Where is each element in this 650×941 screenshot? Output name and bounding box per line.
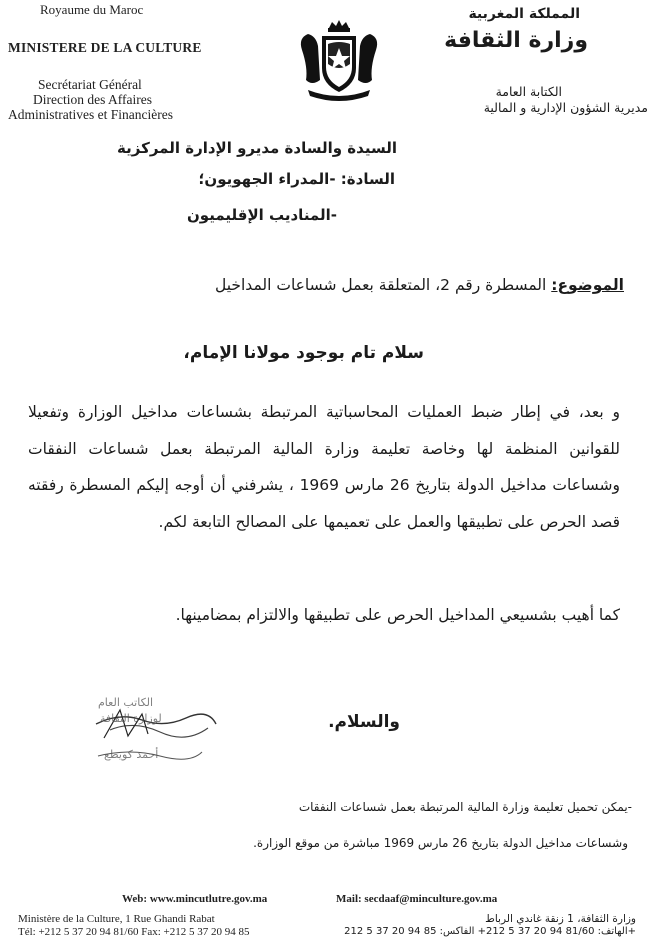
addressee-line-2: السادة: -المدراء الجهويون؛ (198, 170, 395, 188)
header-secretariat-fr: Secrétariat Général (38, 77, 142, 92)
footer-web (122, 893, 267, 905)
header-secretariat-ar: الكتابة العامة (495, 84, 562, 99)
footer-address-ar: وزارة الثقافة، 1 زنقة غاندي الرباط (485, 913, 636, 925)
closing: والسلام. (328, 712, 400, 732)
header-direction-fr-1: Direction des Affaires (33, 92, 152, 107)
stamp-title-1: الكاتب العام (98, 696, 154, 709)
header-direction-ar: مديرية الشؤون الإدارية و المالية (483, 100, 648, 115)
footer-phones-ar: الهاتف: 81/60 94 20 37 5 212+ الفاكس: 85 94 20 37 5 212+ (344, 926, 636, 937)
body-paragraph-1: و بعد، في إطار ضبط العمليات المحاسباتية المرتبطة بشساعات مداخيل الوزارة وتفعيلا للقوانين المنظمة لها وخاصة تعليمة وزارة المالية المرتبطة بعمل شساعات النفقات وشساعات مداخيل الدولة بتاريخ 26 مارس 1969 ، يشرفني أن أوجه إليكم المسطرة رفقته قصد الحرص على تطبيقها والعمل على تعميمها على المصالح التابعة لكم. (28, 403, 620, 531)
stamp-title-2: لوزارة الثقافة (100, 712, 162, 725)
greeting: سلام تام بوجود مولانا الإمام، (183, 343, 424, 363)
footer-phones-fr: Tél: +212 5 37 20 94 81/60 Fax: +212 5 37 20 94 85 (18, 926, 250, 938)
body-paragraph-2: كما أهيب بشسيعي المداخيل الحرص على تطبيقها والالتزام بمضامينها. (175, 606, 620, 624)
header-ministry-ar: وزارة الثقافة (444, 28, 588, 53)
subject-text: المسطرة رقم 2، المتعلقة بعمل شساعات المداخيل (215, 276, 547, 294)
addressee-line-1: السيدة والسادة مديرو الإدارة المركزية (117, 139, 397, 157)
addressee-line-3: -المناديب الإقليميون (186, 206, 337, 224)
footer-mail-label: Mail: (336, 893, 362, 905)
royal-coat-of-arms-emblem (296, 20, 382, 102)
footer-web-url[interactable]: www.mincutlutre.gov.ma (149, 893, 268, 905)
header-ministry-fr: MINISTERE DE LA CULTURE (8, 40, 202, 55)
signatory-name: أحمد كويطع (104, 748, 159, 761)
header-kingdom-fr: Royaume du Maroc (40, 2, 144, 17)
footer-mail (336, 893, 497, 905)
header-direction-fr-2: Administratives et Financières (8, 107, 173, 122)
subject-label: الموضوع: (551, 276, 624, 294)
footnote-line-2: وشساعات مداخيل الدولة بتاريخ 26 مارس 1969 مباشرة من موقع الوزارة. (253, 836, 628, 850)
footer-mail-address[interactable]: secdaaf@minculture.gov.ma (364, 893, 498, 905)
subject-line (215, 276, 624, 294)
footer-address-fr: Ministère de la Culture, 1 Rue Ghandi Rabat (18, 913, 215, 925)
footnote-line-1: -يمكن تحميل تعليمة وزارة المالية المرتبطة بعمل شساعات النفقات (298, 800, 632, 814)
header-kingdom-ar: المملكة المغربية (468, 6, 580, 22)
footer-web-label: Web: (122, 893, 148, 905)
